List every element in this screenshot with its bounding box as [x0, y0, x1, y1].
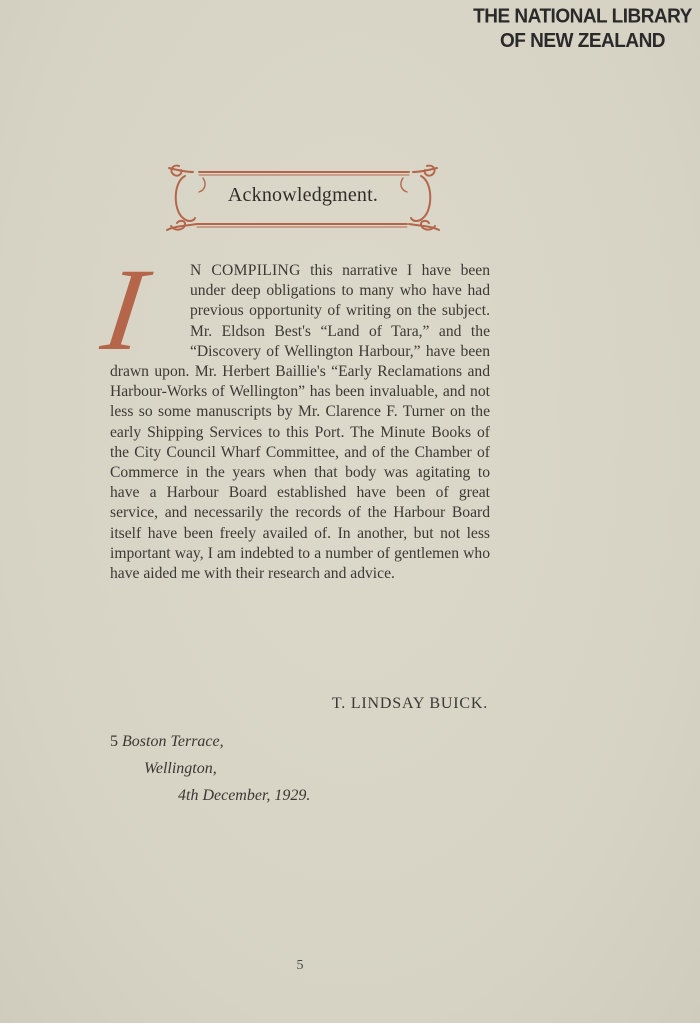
address-city: Wellington, — [144, 760, 217, 777]
opening-words: N COMPILING — [190, 262, 301, 279]
street-number: 5 — [110, 733, 118, 750]
acknowledgment-paragraph — [95, 243, 491, 584]
street-name: Boston Terrace, — [122, 733, 224, 750]
heading-cartouche — [163, 160, 443, 235]
page-title: Acknowledgment. — [227, 184, 379, 206]
stamp-line-2: OF NEW ZEALAND — [499, 30, 666, 53]
paragraph-text: this narrative I have been under deep obligations to many who have had previous opportunity of writing on the subject. Mr. Eldson Best's “Land of Tara,” and the “Discovery of Wellington Harbour,” have been drawn upon. Mr. Herbert Baillie's “Early Reclamations and Harbour-Works of Wellington” has been invaluable, and not less so some manuscripts by Mr. Clarence F. Turner on the early Shipping Services to this Port. The Minute Books of the City Council Wharf Committee, and of the Chamber of Commerce in the years when that body was agitating to have a Harbour Board established have been of great service, and necessarily the records of the Harbour Board itself have been freely availed of. In another, but not less important way, I am indebted to a number of gentlemen who have aided me with their research and advice. — [110, 262, 491, 583]
library-stamp — [470, 5, 695, 53]
drop-cap — [95, 243, 190, 375]
stamp-line-1: THE NATIONAL LIBRARY — [473, 5, 692, 28]
author-signature: T. LINDSAY BUICK. — [331, 695, 488, 712]
drop-cap-letter: I — [95, 243, 154, 375]
address-street — [110, 733, 224, 751]
address-date: 4th December, 1929. — [178, 787, 311, 804]
page-number: 5 — [296, 958, 304, 973]
drop-cap-i-icon — [95, 243, 190, 375]
